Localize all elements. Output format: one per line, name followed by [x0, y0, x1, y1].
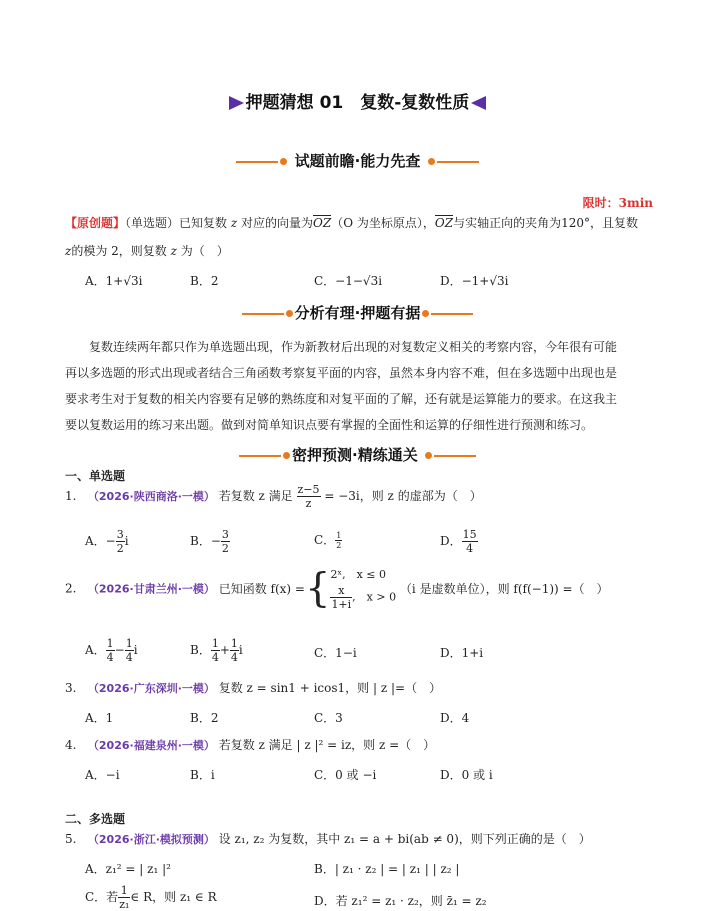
question-1: 1. （2026·陕西商洛·一模） 若复数 z 满足 $\frac{z-5}{z}$ = −3i，则 z 的虚部为（ ）	[65, 483, 482, 510]
q4-option-b[interactable]: B．i	[190, 768, 215, 782]
q2-option-b[interactable]: B． $\frac{1}{4}$ + $\frac{1}{4}$ i	[190, 637, 243, 664]
q2-option-a[interactable]: A． $\frac{1}{4}$ − $\frac{1}{4}$ i	[85, 637, 138, 664]
q2-option-d[interactable]: D．1+i	[440, 646, 484, 660]
original-option-d[interactable]: D．−1+√3i	[440, 274, 509, 288]
analysis-paragraph: 复数连续两年都只作为单选题出现，作为新教材后出现的对复数定义相关的考察内容，今年很有可能 再以多选题的形式出现或者结合三角函数考察复平面的内容，虽然本身内容不难，但在多选题中出现也是 要求考生对于复数的相关内容要有足够的熟练度和对复平面的了解，还有就是运算能力的要求。在这我主 要以复数运用的练习来出题。做到对简单知识点要有掌握的全面性和运算的仔细性进行预测和练习。	[65, 340, 618, 432]
q3-option-a[interactable]: A．1	[85, 711, 114, 725]
q5-option-a[interactable]: A．z₁² = | z₁ |²	[85, 862, 171, 876]
q1-option-a[interactable]: A．− $\frac{3}{2}$ i	[85, 528, 129, 555]
q1-option-b[interactable]: B．− $\frac{3}{2}$	[190, 528, 229, 555]
question-4: 4. （2026·福建泉州·一模） 若复数 z 满足 | z |² = iz，则 z =（ ）	[65, 738, 436, 752]
q5-option-d[interactable]: D．若 z₁² = z₁ · z₂，则 z̄₁ = z₂	[314, 894, 487, 908]
q4-option-c[interactable]: C．0 或 −i	[314, 768, 377, 782]
original-option-c[interactable]: C．−1−√3i	[314, 274, 383, 288]
q2-option-c[interactable]: C．1−i	[314, 646, 357, 660]
q3-option-d[interactable]: D．4	[440, 711, 470, 725]
q4-option-a[interactable]: A．−i	[85, 768, 120, 782]
right-triangle-icon	[229, 96, 244, 110]
q4-option-d[interactable]: D．0 或 i	[440, 768, 493, 782]
question-3: 3. （2026·广东深圳·一模） 复数 z = sin1 + icos1，则 | z |=（ ）	[65, 681, 442, 695]
q3-option-c[interactable]: C．3	[314, 711, 343, 725]
q1-option-c[interactable]: C． $\frac{1}{2}$	[314, 531, 342, 550]
q5-option-c[interactable]: C．若 $\frac{1}{\text{z₁}}$ ∈ R，则 z₁ ∈ R	[85, 884, 217, 911]
heading-single-choice: 一、单选题	[65, 469, 126, 483]
section-heading-practice: 密押预测·精练通关	[0, 444, 715, 465]
time-limit: 限时：3min	[582, 196, 653, 210]
left-triangle-icon	[471, 96, 486, 110]
q1-option-d[interactable]: D． $\frac{15}{4}$	[440, 528, 477, 555]
q5-option-b[interactable]: B．| z₁ · z₂ | = | z₁ | | z₂ |	[314, 862, 460, 876]
heading-multiple-choice: 二、多选题	[65, 812, 126, 826]
original-option-a[interactable]: A．1+√3i	[85, 274, 143, 288]
question-2: 2. （2026·甘肃兰州·一模） 已知函数 f(x) ={ 2ˣ, x ≤ 0 $\frac{x}{1+i}$ , x > 0 （i 是虚数单位），则 f(f(−1)) =（ ）	[65, 565, 609, 612]
original-question: 【原创题】（单选题）已知复数 z 对应的向量为OZ（O 为坐标原点），OZ与实轴正向的夹角为120°，且复数 z的模为 2，则复数 z 为（ ）	[65, 216, 638, 258]
section-heading-preview: 试题前瞻·能力先查	[0, 150, 715, 171]
section-heading-analysis: 分析有理·押题有据	[0, 302, 715, 323]
original-option-b[interactable]: B．2	[190, 274, 219, 288]
document-title: 押题猜想 01 复数-复数性质	[0, 88, 715, 113]
question-5: 5. （2026·浙江·模拟预测） 设 z₁, z₂ 为复数，其中 z₁ = a + bi(ab ≠ 0)，则下列正确的是（ ）	[65, 832, 591, 846]
q3-option-b[interactable]: B．2	[190, 711, 219, 725]
